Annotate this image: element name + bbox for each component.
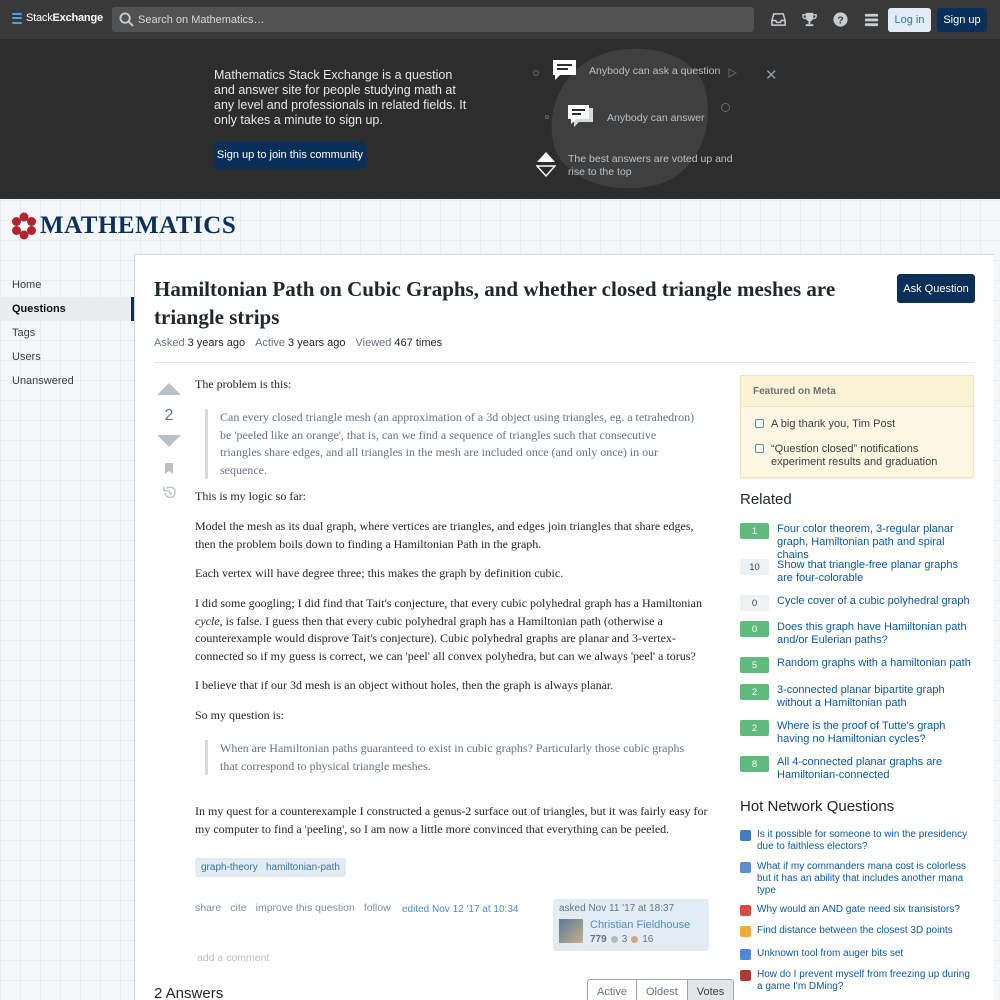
top-bar [0, 0, 1000, 39]
share-link[interactable]: share [195, 902, 222, 914]
bronze-count: 16 [642, 934, 654, 945]
ask-question-button[interactable]: Ask Question [897, 274, 975, 303]
vote-arrows-icon [536, 150, 556, 178]
site-icon [740, 970, 751, 981]
related-title[interactable]: Four color theorem, 3-regular planar graph, Hamiltonian path and spiral chains [777, 523, 954, 561]
sort-oldest[interactable]: Oldest [637, 980, 688, 1000]
related-score: 0 [740, 621, 769, 637]
history-icon[interactable] [162, 485, 177, 500]
post-paragraph: So my question is: [195, 708, 285, 722]
silver-badge-icon [611, 936, 618, 943]
decor-dot [533, 70, 539, 76]
active-label: Active [255, 337, 286, 349]
stackexchange-logo-icon [12, 13, 22, 24]
stackexchange-logo[interactable] [12, 12, 103, 24]
post-text: I did some googling; I did find that Tait's conjecture, that every cubic polyhedral graph has a Hamiltonian [195, 596, 702, 610]
logo-text-stack: Stack [26, 12, 53, 24]
downvote-icon[interactable] [157, 435, 181, 447]
meta-post-icon [755, 444, 764, 453]
post-paragraph: The problem is this: [195, 377, 292, 391]
vote-count: 2 [164, 407, 174, 424]
upvote-icon[interactable] [157, 383, 181, 395]
asked-time: asked Nov 11 '17 at 18:37 [559, 903, 675, 914]
join-community-button[interactable]: Sign up to join this community [214, 141, 366, 169]
nav-users[interactable]: Users [12, 351, 41, 363]
site-icon [740, 926, 751, 937]
feature-ask: Anybody can ask a question [589, 65, 721, 77]
related-title[interactable]: All 4-connected planar graphs are Hamiltonian-connected [777, 756, 943, 781]
left-sidebar [0, 273, 134, 393]
featured-heading: Featured on Meta [741, 376, 973, 407]
related-score: 8 [740, 756, 769, 772]
hot-question-title[interactable]: How do I prevent myself from freezing up during a game I'm DMing? [757, 969, 970, 992]
hero-description: Mathematics Stack Exchange is a question and answer site for people studying math at any level and professionals in related fields. It only takes a minute to sign up. [214, 68, 467, 127]
bookmark-icon[interactable] [164, 462, 174, 475]
related-title[interactable]: Where is the proof of Tutte's graph having no Hamiltonian cycles? [777, 720, 946, 745]
blockquote: When are Hamiltonian paths guaranteed to exist in cubic graphs? Particularly those cubic graphs that correspond to physical triangle meshes. [205, 740, 695, 775]
search-placeholder: Search on Mathematics… [138, 13, 265, 26]
decor-dot [721, 103, 730, 112]
post-paragraph: Model the mesh as its dual graph, where vertices are triangles, and edges join triangles that share edges, then the problem boils down to finding a Hamiltonian Path in the graph. [195, 519, 694, 551]
vote-cell [154, 380, 184, 500]
sort-active[interactable]: Active [588, 980, 637, 1000]
site-icon [740, 949, 751, 960]
tag-graph-theory[interactable]: graph-theory [195, 858, 264, 877]
nav-questions[interactable]: Questions [0, 297, 134, 321]
tag-hamiltonian-path[interactable]: hamiltonian-path [260, 858, 346, 877]
featured-item-title: “Question closed” notifications experiment results and graduation [771, 443, 938, 468]
post-paragraph: Each vertex will have degree three; this makes the graph by definition cubic. [195, 566, 564, 580]
silver-count: 3 [621, 934, 628, 945]
hot-question-title[interactable]: Unknown tool from auger bits set [757, 948, 904, 959]
nav-tags[interactable]: Tags [12, 327, 36, 339]
decor-dot [545, 115, 549, 119]
featured-item[interactable] [753, 443, 965, 469]
related-score: 2 [740, 684, 769, 700]
featured-item-title: A big thank you, Tim Post [771, 418, 896, 430]
related-score: 2 [740, 720, 769, 736]
signup-hero [0, 39, 1000, 199]
hot-question-title[interactable]: Is it possible for someone to win the presidency due to faithless electors? [757, 829, 968, 852]
related-score: 5 [740, 657, 769, 673]
related-title[interactable]: Cycle cover of a cubic polyhedral graph [777, 595, 970, 607]
sort-votes[interactable]: Votes [688, 980, 734, 1000]
feature-answer: Anybody can answer [607, 112, 705, 124]
post-paragraph: In my quest for a counterexample I constructed a genus-2 surface out of triangles, but it was fairly easy for my computer to find a 'peeling', so I am now a little more convinced that everything can be peeled. [195, 804, 708, 836]
mathematics-logo-icon [12, 212, 36, 240]
related-score: 1 [740, 523, 769, 539]
svg-text:?: ? [837, 15, 844, 27]
feature-vote: The best answers are voted up and rise to the top [568, 153, 733, 178]
login-button[interactable]: Log in [888, 8, 931, 32]
post-paragraph: I believe that if our 3d mesh is an object without holes, then the graph is always planar. [195, 678, 614, 692]
site-logo[interactable] [12, 212, 236, 240]
avatar[interactable] [559, 919, 583, 943]
hot-question-title[interactable]: Why would an AND gate need six transistors? [757, 904, 960, 915]
related-score: 10 [740, 559, 769, 575]
hot-question-title[interactable]: What if my commanders mana cost is colorless but it has an ability that includes another mana type [757, 861, 966, 896]
asked-value: 3 years ago [187, 337, 246, 349]
play-icon [728, 68, 737, 78]
active-value[interactable]: 3 years ago [288, 337, 346, 349]
viewed-value: 467 times [394, 337, 443, 349]
related-score: 0 [740, 595, 769, 611]
related-title[interactable]: 3-connected planar bipartite graph without a Hamiltonian path [777, 684, 945, 709]
site-icon [740, 862, 751, 873]
answers-heading: 2 Answers [154, 985, 224, 1000]
site-icon [740, 905, 751, 916]
add-comment-link[interactable]: add a comment [197, 952, 270, 964]
search-icon [119, 12, 134, 27]
viewed-label: Viewed [355, 337, 392, 349]
site-name: MATHEMATICS [40, 212, 237, 239]
related-title[interactable]: Random graphs with a hamiltonian path [777, 657, 971, 669]
follow-link[interactable]: follow [363, 902, 391, 914]
bronze-badge-icon [631, 936, 638, 943]
close-icon[interactable]: ✕ [765, 67, 778, 84]
inbox-icon[interactable] [770, 11, 787, 28]
owner-card [553, 899, 709, 951]
reputation-score: 779 [590, 934, 607, 945]
post-emphasis: cycle [195, 613, 220, 628]
featured-item[interactable] [753, 418, 965, 431]
post-menu [195, 902, 391, 914]
user-name[interactable]: Christian Fieldhouse [590, 919, 691, 931]
edited-link[interactable]: edited Nov 12 '17 at 10:34 [402, 904, 519, 915]
blockquote: Can every closed triangle mesh (an approximation of a 3d object using triangles, eg. a tetrahedron) be 'peeled like an orange', that is, can we find a sequence of triangles such that consecutive triangles share edges, and all triangles in the mesh are included once (and only once) in our sequence. [205, 409, 695, 479]
signup-button[interactable]: Sign up [937, 8, 987, 32]
trophy-icon[interactable] [801, 11, 818, 28]
site-switcher-icon[interactable] [863, 11, 880, 28]
search-input[interactable] [112, 7, 754, 32]
post-text: , is false. I guess then that every cubic polyhedral graph has a Hamiltonian path (otherwise a counterexample would disprove Tait's conjecture). Cubic polyhedral graphs are planar and 3-vertex-connected so if my guess is correct, we can 'peel' all convex polyhedra, but can we always 'peel' a torus? [195, 613, 696, 663]
answer-sort-tabs [587, 979, 734, 1000]
nav-unanswered[interactable]: Unanswered [12, 375, 74, 387]
site-icon [740, 830, 751, 841]
answer-icon [567, 104, 594, 129]
related-title[interactable]: Does this graph have Hamiltonian path and/or Eulerian paths? [777, 621, 967, 646]
post-paragraph: This is my logic so far: [195, 489, 306, 503]
improve-link[interactable]: improve this question [255, 902, 355, 914]
asked-label: Asked [154, 337, 185, 349]
logo-text-exchange: Exchange [52, 12, 103, 24]
meta-post-icon [755, 419, 764, 428]
post-paragraph [195, 595, 709, 665]
question-meta [154, 337, 442, 349]
ask-question-icon [552, 59, 577, 81]
nav-home[interactable]: Home [12, 279, 42, 291]
cite-link[interactable]: cite [230, 902, 247, 914]
hot-network-heading: Hot Network Questions [740, 798, 895, 815]
hot-question-title[interactable]: Find distance between the closest 3D points [757, 925, 953, 936]
user-reputation [590, 934, 653, 945]
help-icon[interactable] [832, 11, 849, 28]
featured-meta [740, 375, 974, 478]
related-heading: Related [740, 491, 792, 508]
question-title[interactable]: Hamiltonian Path on Cubic Graphs, and whether closed triangle meshes are triangle strips [154, 277, 836, 329]
divider [154, 362, 975, 363]
related-title[interactable]: Show that triangle-free planar graphs are four-colorable [777, 559, 958, 584]
